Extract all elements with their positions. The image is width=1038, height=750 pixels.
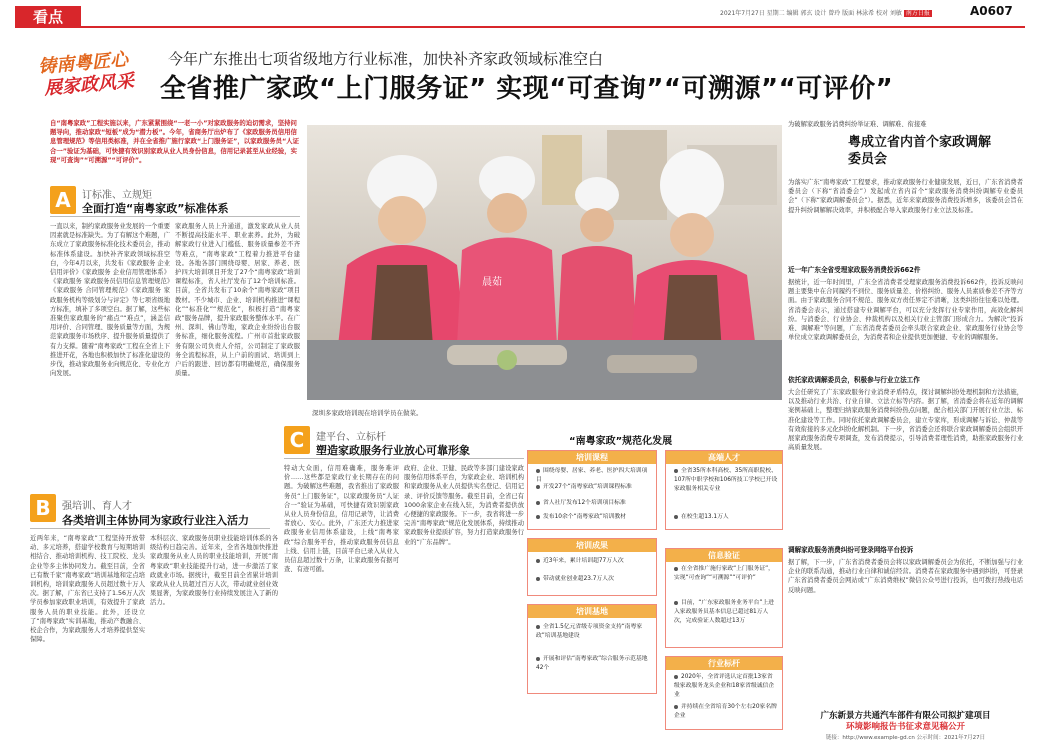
right-subhead-3: 调解家政服务消费纠纷可登录网络平台投诉 — [788, 546, 914, 554]
info-box-benchmark — [665, 656, 783, 730]
info-item — [674, 703, 778, 721]
column-logo-line2: 展家政风采 — [43, 70, 135, 100]
bullet-icon — [536, 515, 540, 519]
info-item — [536, 557, 652, 566]
bullet-icon — [674, 675, 678, 679]
right-para-3: 大会任研究了广东家政服务行业消费矛盾特点，探讨调解纠纷处理机制和方法措施，以及推动行业共治、行业自律、立法立标等内容。据了解，省消委会将在近年的调解案例基础上，整理归纳家政服务消费纠纷热点问题，配合相关部门开展行业立法、标准化建设等工作。同时依托家政调解委员会，建立专家库，形成调解与诉讼、仲裁等有效衔接的多元化纠纷化解机制。下一步，省消委会还将联合家政调解委员会组织开展家政服务消费专项调查，发布消费提示，引导消费者理性消费，助推家政服务行业高质量发展。 — [788, 389, 1023, 452]
bullet-icon — [674, 567, 678, 571]
infographic — [527, 420, 787, 738]
info-item — [536, 623, 652, 641]
right-subhead-2: 依托家政调解委员会，积极参与行业立法工作 — [788, 376, 920, 384]
article-lead: 自“南粤家政”工程实施以来，广东紧紧围绕“一老一小”对家政服务的迫切需求，坚持问题导向，推动家政“短板”成为“潜力板”。今年，省商务厅出炉布了《家政服务员信用信息管理规范》等信用类标准，并在全省推广施行家政“上门服务证”，以家政服务员“人证合一”验证为基础，可快捷有效识别家政从业人员身份信息，信用记录甚至从业经验，实现“可查询”“可溯源”“可评价”。 — [50, 119, 300, 164]
info-box-title: 培训基地 — [528, 605, 656, 618]
right-para-2: 据统计，近一年时间里，广东全省消费者受理家政服务消费投诉662件，投诉反映问题主要集中在合同履约不到位、服务质量差、价格纠纷、服务人员素质参差不齐等方面。由于家政服务合同不规范、服务双方责任界定不清晰，这类纠纷往往难以处理。省消委会表示，通过搭建专业调解平台，可以充分发挥行业专家作用，高效化解纠纷。与消委会、行业协会、仲裁机构以及相关行业主管部门形成合力。为解决“投诉难、调解难”等问题，广东省消费者委员会牵头联合家政企业、家政服务行业协会等单位成立家政调解委员会，为消费者和企业提供更加便捷、专业的调解服务。 — [788, 279, 1023, 342]
info-item-text: 并持续在全省培育30个左右20家名牌企业 — [674, 704, 777, 719]
section-a-col2: 家政服务人员上升通道，激发家政从业人员不断提高技能水平、职业素养。此外，为破解家政行业进入门槛低、服务质量参差不齐等难点，“南粤家政”工程着力推进平台建设。各地各部门围绕母婴、居家、养老、医护四大培训项目开发了27个“南粤家政”培训课程标准，省人社厅发布了12个培训标准。目前，全省共发布了10余个“南粤家政”项目教材。不少城市、企业、培训机构推进“课程化”“标准化”“规范化”，积极打造“南粤家政”服务品牌，提升家政服务整体水平。在广州、深圳、佛山等地，家政企业纷纷出台服务标准，细化服务流程。广州市首批家政服务有限公司负责人介绍，公司制定了家政服务全流程标准，从上户前的面试、培训到上户后的跟进、回访都有明确规范，确保服务质量。 — [175, 223, 300, 378]
bullet-icon — [674, 515, 678, 519]
info-item — [536, 655, 652, 673]
cooking-class-photo — [307, 125, 782, 400]
info-item-text: 在全省推广施行家政“上门服务证”，实现“可查询”“可溯源”“可评价” — [674, 566, 774, 581]
cooking-class-illustration — [307, 125, 782, 400]
section-c-kicker: 建平台、立标杆 — [316, 432, 386, 443]
info-item-text: 全省1.5亿元省级专项资金支持“南粤家政”培训基地建设 — [536, 624, 643, 639]
right-para-1: 为落实广东“南粤家政”工程要求，推动家政服务行业健康发展，近日，广东省消费者委员会（下称“省消委会”）发起成立省内首个“家政服务消费纠纷调解专业委员会”（下称“家政调解委员会”）。据悉，近年来家政服务消费投诉增多，该委员会旨在提升纠纷调解解决效率，并积极配合导入家政服务行业立法及标准。 — [788, 179, 1023, 214]
header-rule — [15, 26, 1025, 28]
section-b-col2: 本科层次、家政服务员职业技能培训体系的各级结构日趋完善。近年来，全省各地加快推进家政服务从业人员的职业技能培训，开展“南粤家政”职业技能提升行动，进一步激活了家政就业市场。据统计，截至目前全省累计培训家政从业人员超过百万人次，带动就业创业效果显著，为家政服务行业持续发展注入了新的活力。 — [150, 535, 278, 607]
section-b-rule — [30, 528, 270, 529]
section-a-kicker: 订标准、立规矩 — [82, 190, 152, 201]
bullet-icon — [536, 485, 540, 489]
column-logo-line1: 铸南粤匠心 — [37, 49, 129, 78]
page-number: A0607 — [970, 4, 1013, 18]
bullet-icon — [536, 657, 540, 661]
info-item-text: 开发27个“南粤家政”培训课程标准 — [543, 484, 632, 490]
section-a-letter: A — [50, 186, 76, 214]
infographic-title: “南粤家政”规范化发展 — [569, 436, 673, 447]
section-a-col1: 一直以来，制约家政服务业发展的一个重要因素就是标准缺失。为了有解这个难题，广东成立了家政服务标准化技术委员会，推动标准体系建设。加快补齐家政领域标准空白，今年4月以来，共发布《家政服务 企业信用评价》《家政服务 企业信用管理体系》《家政服务 家政服务员信用信息管理规范》《家政服务 合同管理规范》《家政服务 家政服务机构等级划分与评定》等七项省级地方标准，填补了多项空白。据了解，这些标准聚焦家政服务的“痛点”“难点”，涵盖信用评价、合同管理、服务质量等方面，为规范家政服务市场秩序、提升服务质量提供了有力支撑。随着“南粤家政”工程在全省上下推进开花，各地也积极加快了标准化建设的步伐，推动家政服务业向规范化、专业化方向发展。 — [50, 223, 170, 378]
section-a-title: 全面打造“南粤家政”标准体系 — [82, 202, 229, 215]
info-box-title: 信息验证 — [666, 549, 782, 562]
info-item-text: 开展和评估“南粤家政”综合服务示范基地42个 — [536, 656, 648, 671]
section-c-letter: C — [284, 426, 310, 454]
bullet-icon — [536, 577, 540, 581]
bullet-icon — [536, 469, 540, 473]
info-item-text: 带动就业创业超23.7万人次 — [543, 576, 614, 582]
ad-line-1: 广东新景方共通汽车部件有限公司拟扩建项目 — [820, 711, 991, 721]
ad-line-2: 环境影响报告书征求意见稿公开 — [845, 722, 965, 732]
info-box-title: 行业标杆 — [666, 657, 782, 670]
bullet-icon — [536, 625, 540, 629]
info-item — [674, 673, 778, 700]
right-kicker: 为破解家政服务消费纠纷举证难、调解难、衔接难 — [788, 121, 927, 128]
info-box-high-skilled — [665, 450, 783, 530]
info-box-title: 高端人才 — [666, 451, 782, 464]
info-box-title: 培训成果 — [528, 539, 656, 552]
ad-line-3: 链接：http://www.example-gd.cn 公示时间：2021年7月27日 — [825, 735, 986, 741]
info-item — [674, 565, 778, 583]
info-item — [674, 513, 778, 522]
info-item — [536, 513, 652, 522]
section-c-col1: 特动大众面，信用难确难，服务难评价……这些都是家政行业长期存在的问题。为破解这些难题，我省推出了家政服务员“上门服务证”，以家政服务员“人证合一”验证为基础，可快捷有效识别家政从业人员身份信息，信用记录等，让消费者放心、安心。此外，广东还大力推进家政服务业信用体系建设，上线“南粤家政”综合服务平台，推动家政服务员信息上线、信用上链，目前平台已录入从业人员信息超过数十万条，让家政服务有据可查、有迹可循。 — [284, 465, 399, 574]
right-headline: 粤成立省内首个家政调解委员会 — [848, 135, 992, 167]
section-label: 看点 — [15, 6, 81, 28]
info-item-text: 在校生超13.1万人 — [681, 514, 729, 520]
section-b-title: 各类培训主体协同为家政行业注入活力 — [62, 514, 249, 527]
info-item-text: 发布10余个“南粤家政”培训教材 — [543, 514, 626, 520]
bullet-icon — [674, 469, 678, 473]
article-subheadline: 今年广东推出七项省级地方行业标准，加快补齐家政领域标准空白 — [168, 50, 604, 68]
apron-print: 晨茹 — [482, 277, 502, 288]
info-item-text: 全省35所本科高校、35所高职院校、107所中职学校和106所技工学校已开设家政服务相关专业 — [674, 468, 778, 492]
info-item-text: 近3年来，累计培训超77万人次 — [543, 558, 624, 564]
right-subhead-1: 近一年广东全省受理家政服务消费投诉662件 — [788, 266, 921, 274]
newspaper-name: 南方日报 — [905, 10, 930, 17]
info-item — [674, 599, 778, 626]
right-para-4: 据了解，下一步，广东省消费者委员会将以家政调解委员会为依托，不断加强与行业企业的联系沟通，推动行业自律和诚信经营。消费者在家政服务中遇到纠纷，可登录广东省消费者委员会网站或“广东消费维权”微信公众号进行投诉，也可拨打热线电话反映问题。 — [788, 559, 1023, 594]
photo-caption: 深圳多家政培训现在培训学员在做菜。 — [312, 409, 423, 417]
info-item — [536, 499, 652, 508]
article-headline: 全省推广家政“上门服务证” 实现“可查询”“可溯源”“可评价” — [160, 74, 894, 104]
bullet-icon — [674, 705, 678, 709]
section-c-rule — [284, 458, 524, 459]
bullet-icon — [536, 501, 540, 505]
section-b-letter: B — [30, 494, 56, 522]
info-item — [674, 467, 778, 494]
info-item-text: 2020年，全省评选认定首批13家省级家政服务龙头企业和18家省级诚信企业 — [674, 674, 775, 698]
section-c-col2: 政府、企业、卫健、民政等多部门建设家政服务信用体系平台，为家政企业、培训机构和家政服务从业人员提供实名登记、信用记录、评价反馈等服务。截至目前，全省已有1000余家企业在线入驻，为消费者提供放心便捷的家政服务。下一步，我省将进一步完善“南粤家政”规范化发展体系，持续推动家政服务业提质扩容，努力打造家政服务行业的“广东品牌”。 — [404, 465, 524, 546]
info-box-credit — [665, 548, 783, 648]
header-meta — [720, 8, 932, 17]
page-header — [0, 0, 1038, 30]
public-notice-ad — [783, 711, 1028, 747]
section-b-kicker: 强培训、育人才 — [62, 501, 132, 512]
info-item-text: 围绕母婴、居家、养老、医护四大培训项目 — [536, 468, 648, 483]
info-box-training-base — [527, 604, 657, 694]
info-item — [536, 575, 652, 584]
info-item — [536, 483, 652, 492]
bullet-icon — [674, 601, 678, 605]
info-item-text: 目前，“广东家政服务业务平台”上进入家政服务员基本信息已超过81万人次，完成验证人数超过13万 — [674, 600, 774, 624]
header-meta-text: 2021年7月27日 星期二 编辑 郭玄 设计 曾玲 版面 林泳希 校对 刘敏 — [720, 10, 902, 17]
bullet-icon — [536, 559, 540, 563]
column-logo — [37, 47, 152, 120]
info-item-text: 省人社厅发布12个培训项目标准 — [543, 500, 626, 506]
section-b-col1: 近两年来，“南粤家政”工程坚持开放带动、多元培养，搭建学校教育与短期培训相结合、推动培训机构、技工院校、龙头企业等多主体协同发力。截至目前，全省已有数千家“南粤家政”培训基地和定点培训机构，培训家政服务人员超过数十万人次。据了解，广东省已支持了1.56万人次学员参加家政职业培训，有效提升了家政服务人员的职业技能。此外，还设立了“南粤家政”实训基地，推动产教融合、校企合作，为家政服务人才培养提供坚实保障。 — [30, 535, 145, 644]
info-box-training-courses — [527, 450, 657, 530]
info-box-training-results — [527, 538, 657, 596]
section-c-title: 塑造家政服务行业放心可靠形象 — [316, 444, 470, 457]
info-box-title: 培训课程 — [528, 451, 656, 464]
section-a-rule — [50, 216, 300, 217]
